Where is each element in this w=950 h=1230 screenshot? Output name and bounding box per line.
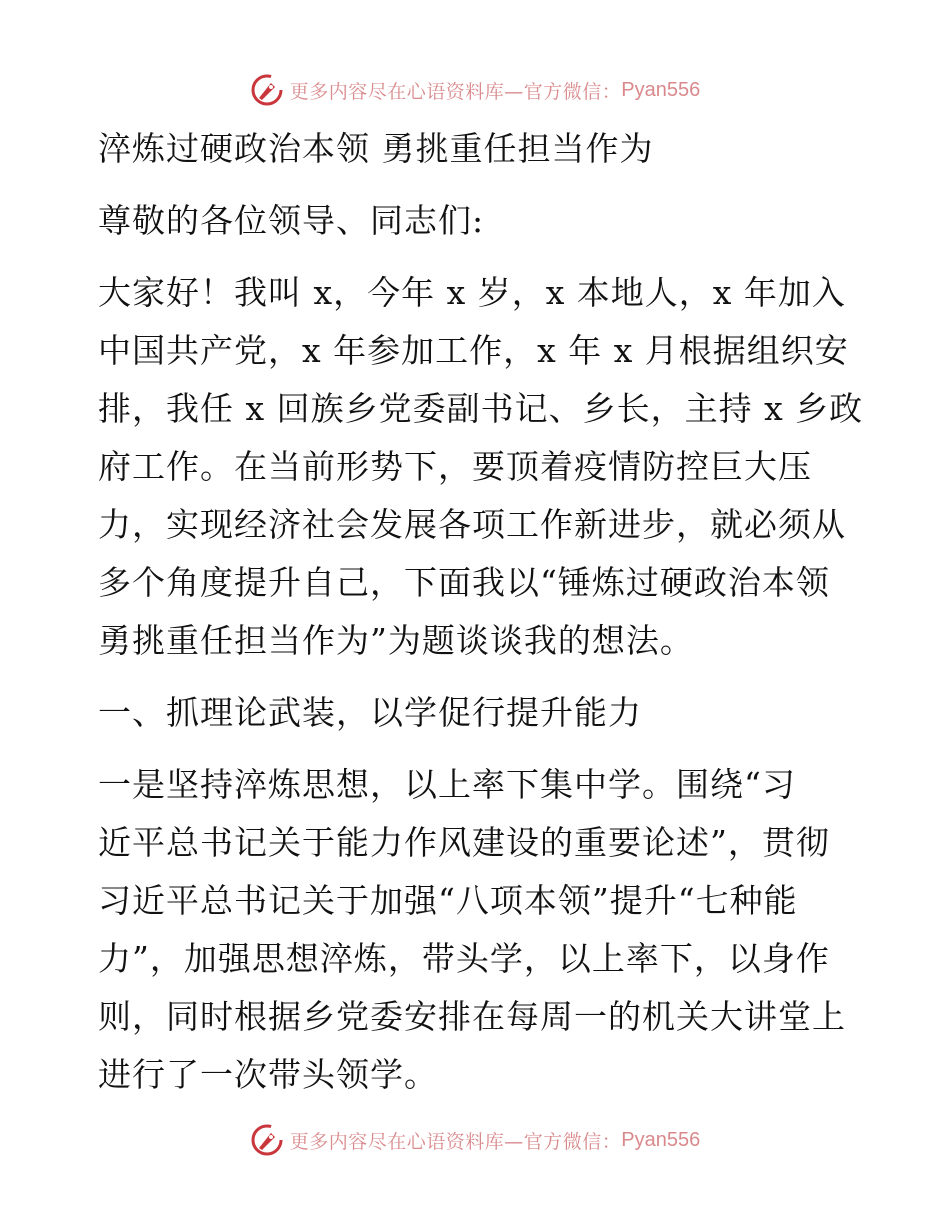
text-line: 一是坚持淬炼思想，以上率下集中学。围绕“习 (98, 765, 796, 804)
watermark-text: 更多内容尽在心语资料库—官方微信： (289, 80, 622, 103)
text-line: 习近平总书记关于加强“八项本领”提升“七种能 (98, 881, 798, 920)
text-line: 排，我任 x 回族乡党委副书记、乡长，主持 x 乡政 (98, 389, 864, 428)
document-title: 淬炼过硬政治本领 勇挑重任担当作为 (98, 129, 654, 168)
salutation: 尊敬的各位领导、同志们: (98, 201, 485, 240)
text-line: 力，实现经济社会发展各项工作新进步，就必须从 (98, 505, 846, 544)
text-line: 多个角度提升自己，下面我以“锤炼过硬政治本领 (98, 563, 830, 602)
paragraph-section-1 (98, 756, 858, 1104)
text-line: 府工作。在当前形势下，要顶着疫情防控巨大压 (98, 447, 812, 486)
text-line: 近平总书记关于能力作风建设的重要论述”，贯彻 (98, 823, 830, 862)
text-line: 则，同时根据乡党委安排在每周一的机关大讲堂上 (98, 997, 846, 1036)
pen-nib-logo-icon (250, 1123, 284, 1157)
document-body (98, 120, 864, 1104)
text-line: 进行了一次带头领学。 (98, 1055, 438, 1094)
watermark-footer (0, 1120, 950, 1160)
watermark-text: 更多内容尽在心语资料库—官方微信： (289, 1130, 622, 1153)
watermark-header (0, 70, 950, 110)
text-line: 勇挑重任担当作为”为题谈谈我的想法。 (98, 621, 694, 660)
text-line: 中国共产党，x 年参加工作，x 年 x 月根据组织安 (98, 331, 849, 370)
watermark-wechat-id: Pyan556 (621, 1128, 701, 1151)
section-heading: 一、抓理论武装，以学促行提升能力 (98, 693, 642, 732)
text-line: 大家好！我叫 x，今年 x 岁，x 本地人，x 年加入 (98, 273, 846, 312)
pen-nib-logo-icon (250, 73, 284, 107)
text-line: 力”，加强思想淬炼，带头学，以上率下，以身作 (98, 939, 830, 978)
watermark-wechat-id: Pyan556 (621, 78, 701, 101)
paragraph-intro (98, 264, 864, 670)
